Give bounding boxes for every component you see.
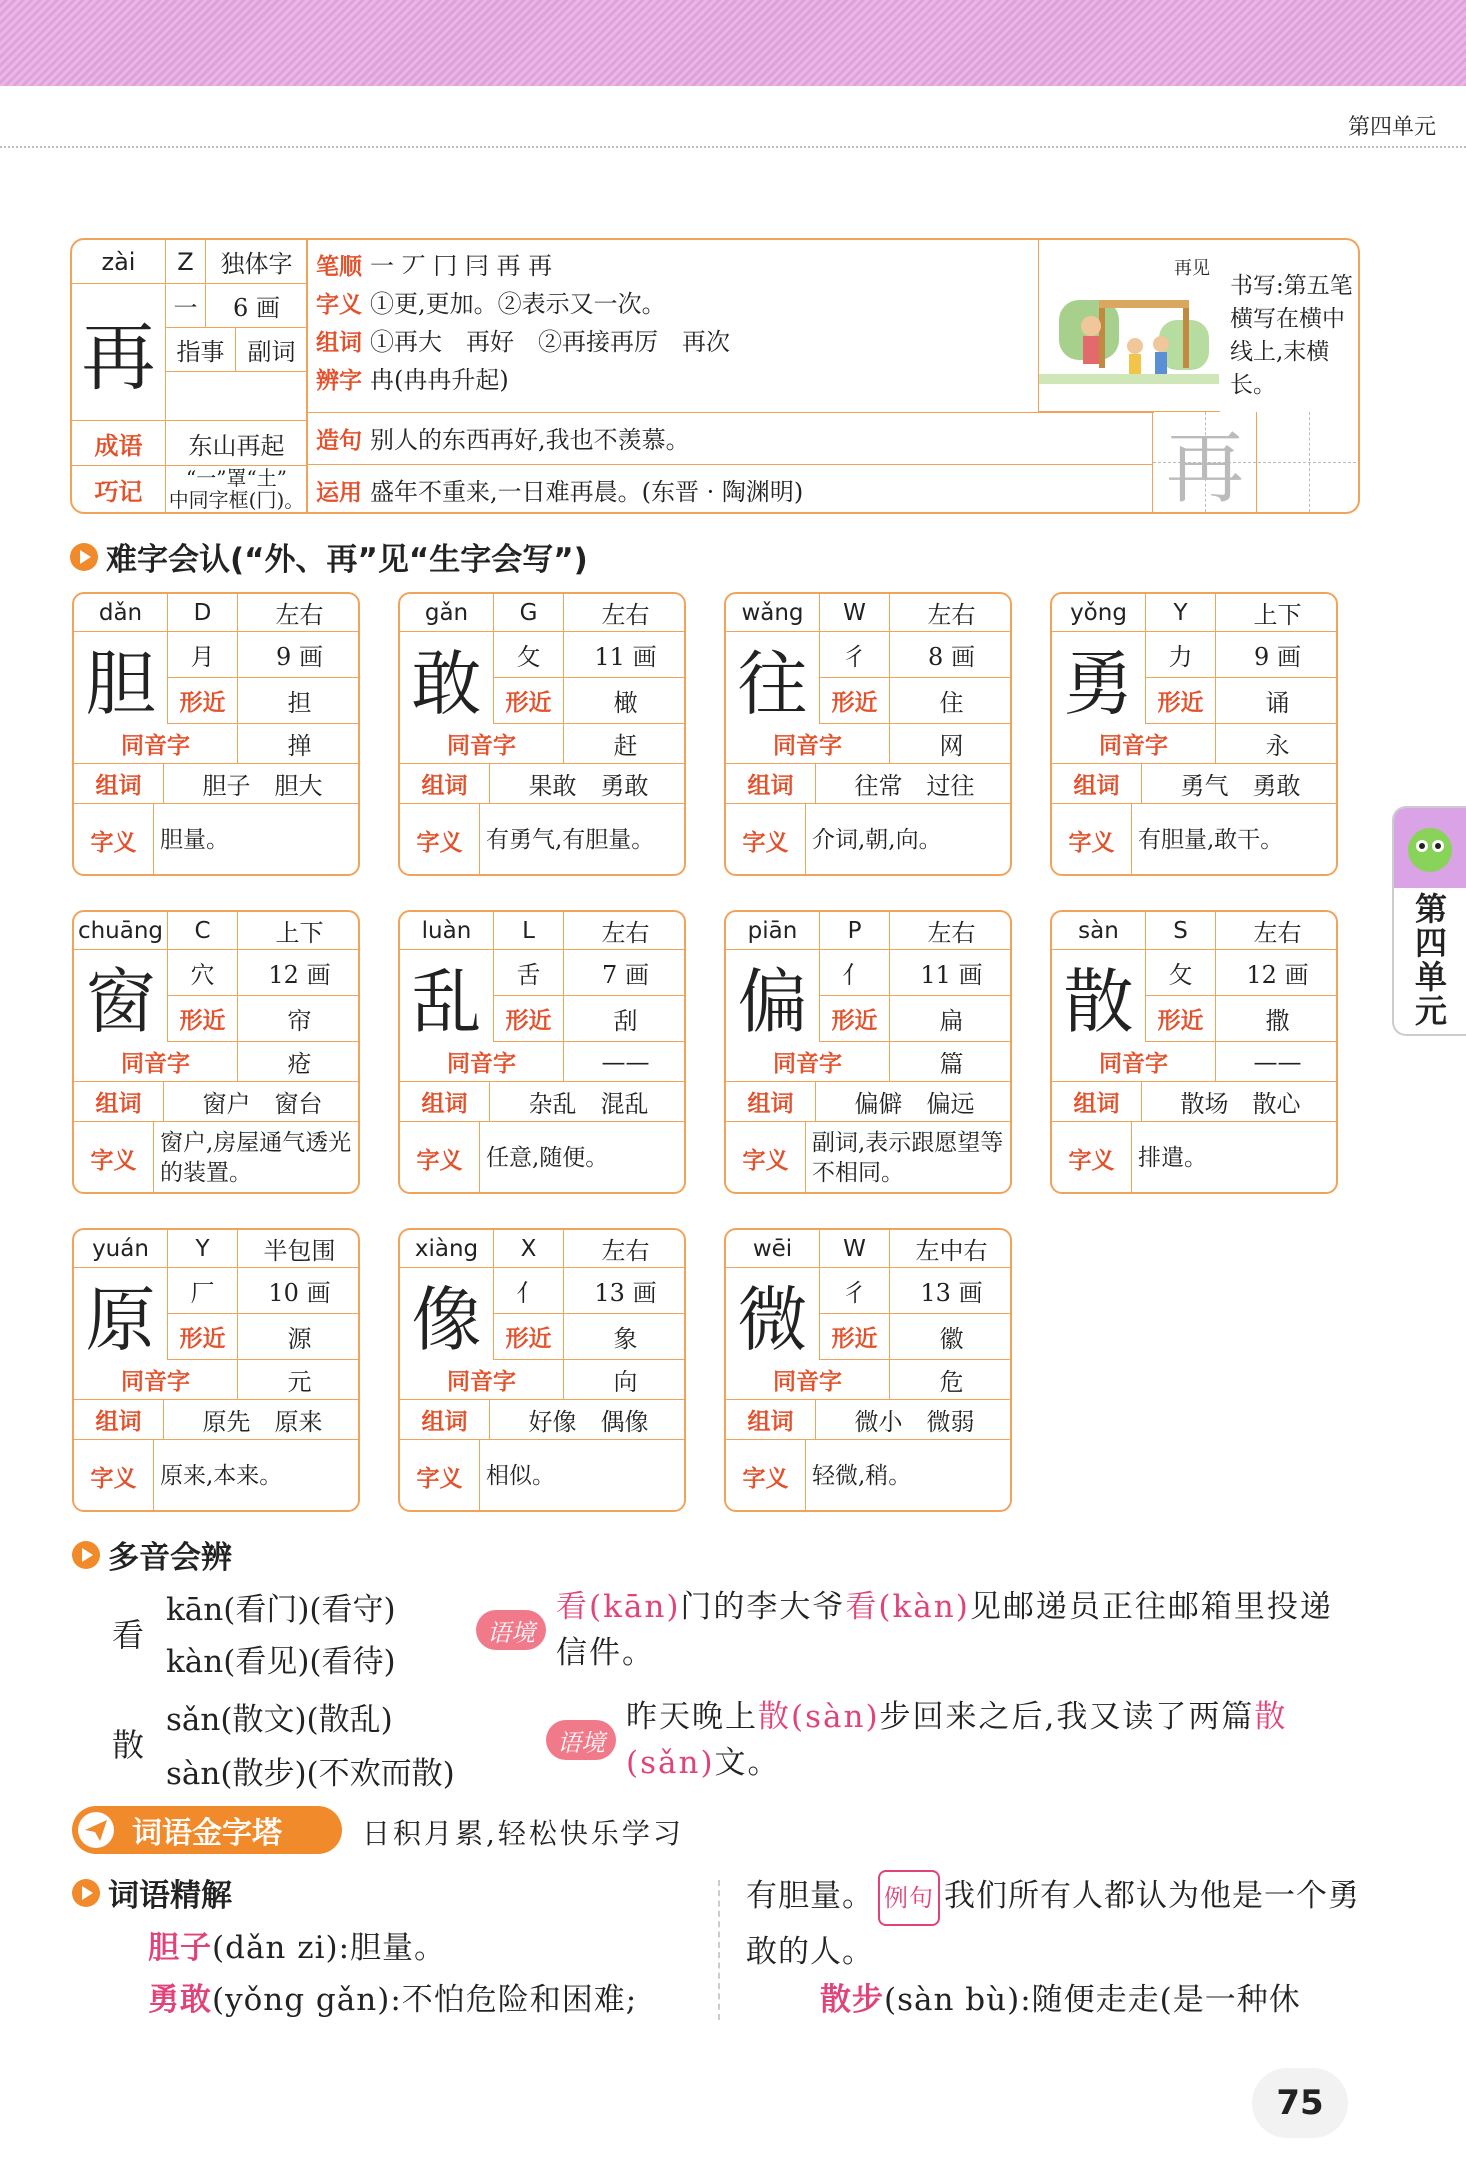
card-radical: 攵 (1146, 950, 1216, 996)
card-pinyin: sàn (1052, 912, 1146, 950)
stroke-order: 一 丆 冂 冃 再 再 (370, 252, 553, 280)
card-pinyin: gǎn (400, 594, 494, 632)
card-character: 往 (726, 632, 820, 724)
card-character: 乱 (400, 950, 494, 1042)
card-initial: W (820, 594, 890, 632)
card-homophone-value: 疮 (238, 1042, 360, 1082)
example-tag: 例句 (878, 1870, 940, 1926)
card-similar-value: 徽 (890, 1314, 1012, 1360)
card-structure: 左右 (890, 912, 1012, 950)
illustration-caption: 再见 (1174, 258, 1210, 279)
card-homophone-label: 同音字 (1052, 724, 1216, 764)
mascot-glyph (1394, 808, 1466, 888)
card-structure: 左中右 (890, 1230, 1012, 1268)
example-sentence: 我们所有人都认为他是一个勇敢的人。 (746, 1878, 1360, 1970)
main-strokes: 6 画 (206, 284, 308, 328)
card-strokes: 9 画 (238, 632, 360, 678)
card-homophone-value: 篇 (890, 1042, 1012, 1082)
paper-plane-glyph (78, 1812, 114, 1848)
card-pinyin: yǒng (1052, 594, 1146, 632)
card-character: 勇 (1052, 632, 1146, 724)
card-structure: 左右 (890, 594, 1012, 632)
vocab-entry (148, 1922, 446, 1967)
card-character: 原 (74, 1268, 168, 1360)
card-structure: 左右 (1216, 912, 1338, 950)
top-decor-band (0, 0, 1466, 86)
card-character: 窗 (74, 950, 168, 1042)
card-homophone-label: 同音字 (726, 1360, 890, 1400)
card-homophone-value: —— (1216, 1042, 1338, 1082)
card-words-value: 微小 微弱 (816, 1400, 1012, 1440)
card-homophone-label: 同音字 (74, 724, 238, 764)
card-meaning-value: 轻微,稍。 (812, 1463, 912, 1489)
card-homophone-value: —— (564, 1042, 686, 1082)
grid-trace-character: 再 (1165, 424, 1244, 514)
card-structure: 上下 (238, 912, 360, 950)
words-label: 组词 (316, 330, 362, 356)
section-title: 多音会辨 (108, 1540, 232, 1576)
card-words-label: 组词 (74, 1082, 164, 1122)
card-meaning-label: 字义 (400, 1122, 480, 1194)
tip-value (166, 466, 308, 512)
card-homophone-value: 向 (564, 1360, 686, 1400)
main-pinyin: zài (72, 240, 166, 284)
card-words-value: 杂乱 混乱 (490, 1082, 686, 1122)
card-similar-value: 担 (238, 678, 360, 724)
play-bullet-icon (70, 543, 98, 571)
card-pinyin: luàn (400, 912, 494, 950)
character-card-窗 (72, 910, 360, 1194)
card-words-value: 好像 偶像 (490, 1400, 686, 1440)
divider (308, 412, 1154, 413)
card-radical: 攵 (494, 632, 564, 678)
card-pinyin: chuāng (74, 912, 168, 950)
character-card-胆 (72, 592, 360, 876)
card-similar-value: 刮 (564, 996, 686, 1042)
card-homophone-value: 元 (238, 1360, 360, 1400)
card-structure: 半包围 (238, 1230, 360, 1268)
card-meaning-value: 排遣。 (1138, 1145, 1207, 1171)
example-highlight: 散(sǎn) (626, 1699, 1288, 1781)
card-meaning-value: 胆量。 (160, 827, 229, 853)
card-pinyin: piān (726, 912, 820, 950)
section-polyphones (72, 1532, 232, 1577)
card-strokes: 13 画 (890, 1268, 1012, 1314)
card-homophone-value: 永 (1216, 724, 1338, 764)
vocab-continuation (746, 1870, 1366, 1978)
card-similar-value: 帘 (238, 996, 360, 1042)
play-bullet-icon (72, 1879, 100, 1907)
example-text: 文。 (714, 1745, 781, 1781)
card-similar-label: 形近 (1146, 678, 1216, 724)
card-structure: 左右 (238, 594, 360, 632)
card-meaning-label: 字义 (400, 1440, 480, 1512)
card-homophone-label: 同音字 (400, 1360, 564, 1400)
card-radical: 舌 (494, 950, 564, 996)
card-similar-label: 形近 (820, 1314, 890, 1360)
card-radical: 厂 (168, 1268, 238, 1314)
card-words-label: 组词 (74, 764, 164, 804)
card-radical: 力 (1146, 632, 1216, 678)
main-initial: Z (166, 240, 206, 284)
card-character: 偏 (726, 950, 820, 1042)
card-words-label: 组词 (400, 1082, 490, 1122)
card-initial: X (494, 1230, 564, 1268)
meaning-value: ①更,更加。②表示又一次。 (370, 290, 666, 318)
card-homophone-label: 同音字 (74, 1360, 238, 1400)
card-radical: 彳 (820, 1268, 890, 1314)
character-card-像 (398, 1228, 686, 1512)
stroke-order-row (316, 246, 552, 281)
card-words-value: 往常 过往 (816, 764, 1012, 804)
card-initial: W (820, 1230, 890, 1268)
example-highlight: 散(sàn) (758, 1699, 880, 1735)
card-meaning-label: 字义 (1052, 1122, 1132, 1194)
stroke-order-label: 笔顺 (316, 254, 362, 280)
tip-line-2: 中同字框(冂)。 (168, 488, 305, 512)
writing-grid (1152, 412, 1360, 512)
card-meaning-value: 相似。 (486, 1463, 555, 1489)
card-initial: L (494, 912, 564, 950)
words-row (316, 322, 730, 357)
idiom-value: 东山再起 (166, 420, 308, 466)
card-radical: 亻 (494, 1268, 564, 1314)
vocab-definition: 有胆量。 (746, 1878, 874, 1914)
card-strokes: 8 画 (890, 632, 1012, 678)
card-character: 像 (400, 1268, 494, 1360)
card-words-label: 组词 (1052, 1082, 1142, 1122)
main-character: 再 (72, 284, 166, 420)
card-homophone-label: 同音字 (726, 724, 890, 764)
polyphone-example (556, 1584, 1356, 1676)
card-meaning-label: 字义 (1052, 804, 1132, 876)
card-similar-value: 源 (238, 1314, 360, 1360)
card-homophone-value: 掸 (238, 724, 360, 764)
card-strokes: 10 画 (238, 1268, 360, 1314)
usage-label: 运用 (316, 480, 362, 506)
words-value: ①再大 再好 ②再接再厉 再次 (370, 328, 730, 356)
card-similar-value: 诵 (1216, 678, 1338, 724)
section-hard-chars (70, 534, 588, 579)
card-initial: C (168, 912, 238, 950)
card-pinyin: wǎng (726, 594, 820, 632)
card-words-label: 组词 (726, 1082, 816, 1122)
vocab-definition: (dǎn zi):胆量。 (212, 1930, 447, 1966)
card-strokes: 12 画 (1216, 950, 1338, 996)
sentence-row (316, 420, 690, 455)
main-blank (166, 372, 308, 420)
tip-line-1: “一”罩“土” (186, 466, 287, 490)
card-pinyin: yuán (74, 1230, 168, 1268)
character-card-散 (1050, 910, 1338, 1194)
card-words-value: 散场 散心 (1142, 1082, 1338, 1122)
sentence-value: 别人的东西再好,我也不羡慕。 (370, 426, 690, 454)
card-initial: G (494, 594, 564, 632)
section-title: 词语精解 (108, 1878, 232, 1914)
card-homophone-label: 同音字 (400, 724, 564, 764)
character-card-敢 (398, 592, 686, 876)
card-meaning-label: 字义 (400, 804, 480, 876)
card-meaning-label: 字义 (74, 804, 154, 876)
card-radical: 月 (168, 632, 238, 678)
sentence-label: 造句 (316, 428, 362, 454)
divider (308, 464, 1152, 465)
card-similar-label: 形近 (820, 996, 890, 1042)
card-words-value: 勇气 勇敢 (1142, 764, 1338, 804)
character-card-往 (724, 592, 1012, 876)
farewell-illustration (1038, 240, 1220, 412)
card-similar-value: 撒 (1216, 996, 1338, 1042)
vocab-word: 散步 (820, 1982, 884, 2018)
example-text: 门的李大爷 (680, 1589, 846, 1625)
main-card-details (308, 240, 1038, 512)
card-similar-label: 形近 (494, 996, 564, 1042)
card-strokes: 12 画 (238, 950, 360, 996)
card-similar-label: 形近 (168, 678, 238, 724)
vocab-word: 胆子 (148, 1930, 212, 1966)
card-similar-value: 住 (890, 678, 1012, 724)
card-words-value: 偏僻 偏远 (816, 1082, 1012, 1122)
card-similar-value: 扁 (890, 996, 1012, 1042)
card-radical: 彳 (820, 632, 890, 678)
card-initial: Y (1146, 594, 1216, 632)
card-homophone-label: 同音字 (1052, 1042, 1216, 1082)
vocab-definition: (yǒng gǎn):不怕危险和困难; (212, 1982, 638, 2018)
card-similar-label: 形近 (168, 1314, 238, 1360)
card-meaning-value: 原来,本来。 (160, 1463, 283, 1489)
polyphone-example (626, 1694, 1356, 1786)
character-card-微 (724, 1228, 1012, 1512)
card-character: 微 (726, 1268, 820, 1360)
card-meaning-value: 任意,随便。 (486, 1145, 609, 1171)
meaning-row (316, 284, 666, 319)
vocab-word: 勇敢 (148, 1982, 212, 2018)
distinguish-label: 辨字 (316, 368, 362, 394)
card-words-value: 胆子 胆大 (164, 764, 360, 804)
usage-value: 盛年不重来,一日难再晨。(东晋 · 陶渊明) (370, 478, 804, 506)
word-pyramid-banner: 词语金字塔 (72, 1806, 342, 1854)
card-character: 胆 (74, 632, 168, 724)
polyphone-char: 散 (112, 1726, 145, 1764)
character-card-乱 (398, 910, 686, 1194)
writing-note: 书写:第五笔横写在横中线上,末横长。 (1230, 273, 1353, 398)
card-strokes: 7 画 (564, 950, 686, 996)
polyphone-reading: kàn(看见)(看待) (166, 1644, 396, 1680)
card-pinyin: wēi (726, 1230, 820, 1268)
card-homophone-label: 同音字 (726, 1042, 890, 1082)
card-meaning-label: 字义 (726, 1122, 806, 1194)
main-pos-label: 指事 (166, 328, 236, 372)
meaning-label: 字义 (316, 292, 362, 318)
unit-side-tab (1392, 806, 1466, 1036)
card-similar-value: 象 (564, 1314, 686, 1360)
column-divider (718, 1880, 720, 2020)
polyphone-char: 看 (112, 1616, 145, 1654)
mascot-icon (1394, 808, 1466, 888)
example-highlight: 看(kān) (556, 1589, 681, 1625)
card-strokes: 13 画 (564, 1268, 686, 1314)
card-initial: P (820, 912, 890, 950)
vocab-definition: (sàn bù):随便走走(是一种休 (884, 1982, 1301, 2018)
section-vocab (72, 1870, 232, 1915)
card-homophone-label: 同音字 (74, 1042, 238, 1082)
polyphone-reading: sàn(散步)(不欢而散) (166, 1756, 455, 1792)
context-tag: 语境 (476, 1610, 546, 1650)
character-card-勇 (1050, 592, 1338, 876)
main-structure: 独体字 (206, 240, 308, 284)
card-homophone-value: 赶 (564, 724, 686, 764)
section-title: 难字会认(“外、再”见“生字会写”) (106, 542, 588, 578)
card-meaning-value: 副词,表示跟愿望等不相同。 (812, 1130, 1004, 1186)
card-initial: Y (168, 1230, 238, 1268)
play-bullet-icon (72, 1541, 100, 1569)
card-character: 散 (1052, 950, 1146, 1042)
usage-row (316, 472, 803, 507)
card-meaning-label: 字义 (74, 1440, 154, 1512)
tip-label: 巧记 (72, 466, 166, 512)
card-initial: D (168, 594, 238, 632)
context-tag: 语境 (546, 1720, 616, 1760)
polyphone-reading: sǎn(散文)(散乱) (166, 1702, 393, 1738)
card-meaning-value: 介词,朝,向。 (812, 827, 942, 853)
header-divider (0, 146, 1466, 148)
card-similar-value: 橄 (564, 678, 686, 724)
card-radical: 穴 (168, 950, 238, 996)
card-pinyin: xiàng (400, 1230, 494, 1268)
card-similar-label: 形近 (1146, 996, 1216, 1042)
banner-subtitle: 日积月累,轻松快乐学习 (362, 1817, 684, 1850)
character-card-偏 (724, 910, 1012, 1194)
card-meaning-label: 字义 (726, 804, 806, 876)
vocab-entry (820, 1974, 1301, 2019)
card-structure: 上下 (1216, 594, 1338, 632)
card-words-value: 果敢 勇敢 (490, 764, 686, 804)
main-radical: 一 (166, 284, 206, 328)
example-text: 昨天晚上 (626, 1699, 758, 1735)
vocab-entry (148, 1974, 637, 2019)
card-structure: 左右 (564, 594, 686, 632)
children-waving-icon (1039, 240, 1219, 410)
card-homophone-value: 网 (890, 724, 1012, 764)
card-structure: 左右 (564, 1230, 686, 1268)
card-homophone-label: 同音字 (400, 1042, 564, 1082)
card-radical: 亻 (820, 950, 890, 996)
card-meaning-value: 有勇气,有胆量。 (486, 827, 655, 853)
card-words-label: 组词 (74, 1400, 164, 1440)
card-meaning-value: 窗户,房屋通气透光的装置。 (160, 1130, 352, 1186)
example-highlight: 看(kàn) (845, 1589, 970, 1625)
card-homophone-value: 危 (890, 1360, 1012, 1400)
card-strokes: 11 画 (890, 950, 1012, 996)
card-meaning-label: 字义 (726, 1440, 806, 1512)
page-number: 75 (1252, 2068, 1348, 2138)
card-meaning-label: 字义 (74, 1122, 154, 1194)
card-words-label: 组词 (400, 764, 490, 804)
card-words-value: 原先 原来 (164, 1400, 360, 1440)
distinguish-value: 冉(冉冉升起) (370, 366, 509, 394)
card-strokes: 9 画 (1216, 632, 1338, 678)
card-similar-label: 形近 (494, 678, 564, 724)
card-initial: S (1146, 912, 1216, 950)
card-similar-label: 形近 (168, 996, 238, 1042)
card-structure: 左右 (564, 912, 686, 950)
example-text: 步回来之后,我又读了两篇 (879, 1699, 1255, 1735)
polyphone-reading: kān(看门)(看守) (166, 1592, 396, 1628)
distinguish-row (316, 360, 509, 395)
idiom-label: 成语 (72, 420, 166, 466)
example-text: 见邮递员正往邮箱里投递信件。 (556, 1589, 1333, 1671)
card-words-label: 组词 (1052, 764, 1142, 804)
card-pinyin: dǎn (74, 594, 168, 632)
character-card-原 (72, 1228, 360, 1512)
card-character: 敢 (400, 632, 494, 724)
unit-header: 第四单元 (1347, 115, 1436, 140)
card-words-value: 窗户 窗台 (164, 1082, 360, 1122)
card-similar-label: 形近 (820, 678, 890, 724)
card-similar-label: 形近 (494, 1314, 564, 1360)
side-tab-label: 第四单元 (1414, 890, 1447, 1030)
card-strokes: 11 画 (564, 632, 686, 678)
main-pos-value: 副词 (236, 328, 308, 372)
card-words-label: 组词 (726, 1400, 816, 1440)
card-words-label: 组词 (726, 764, 816, 804)
card-meaning-value: 有胆量,敢干。 (1138, 827, 1284, 853)
main-character-card (70, 238, 1360, 514)
paper-plane-icon (78, 1812, 114, 1848)
card-words-label: 组词 (400, 1400, 490, 1440)
main-card-left (72, 240, 308, 512)
